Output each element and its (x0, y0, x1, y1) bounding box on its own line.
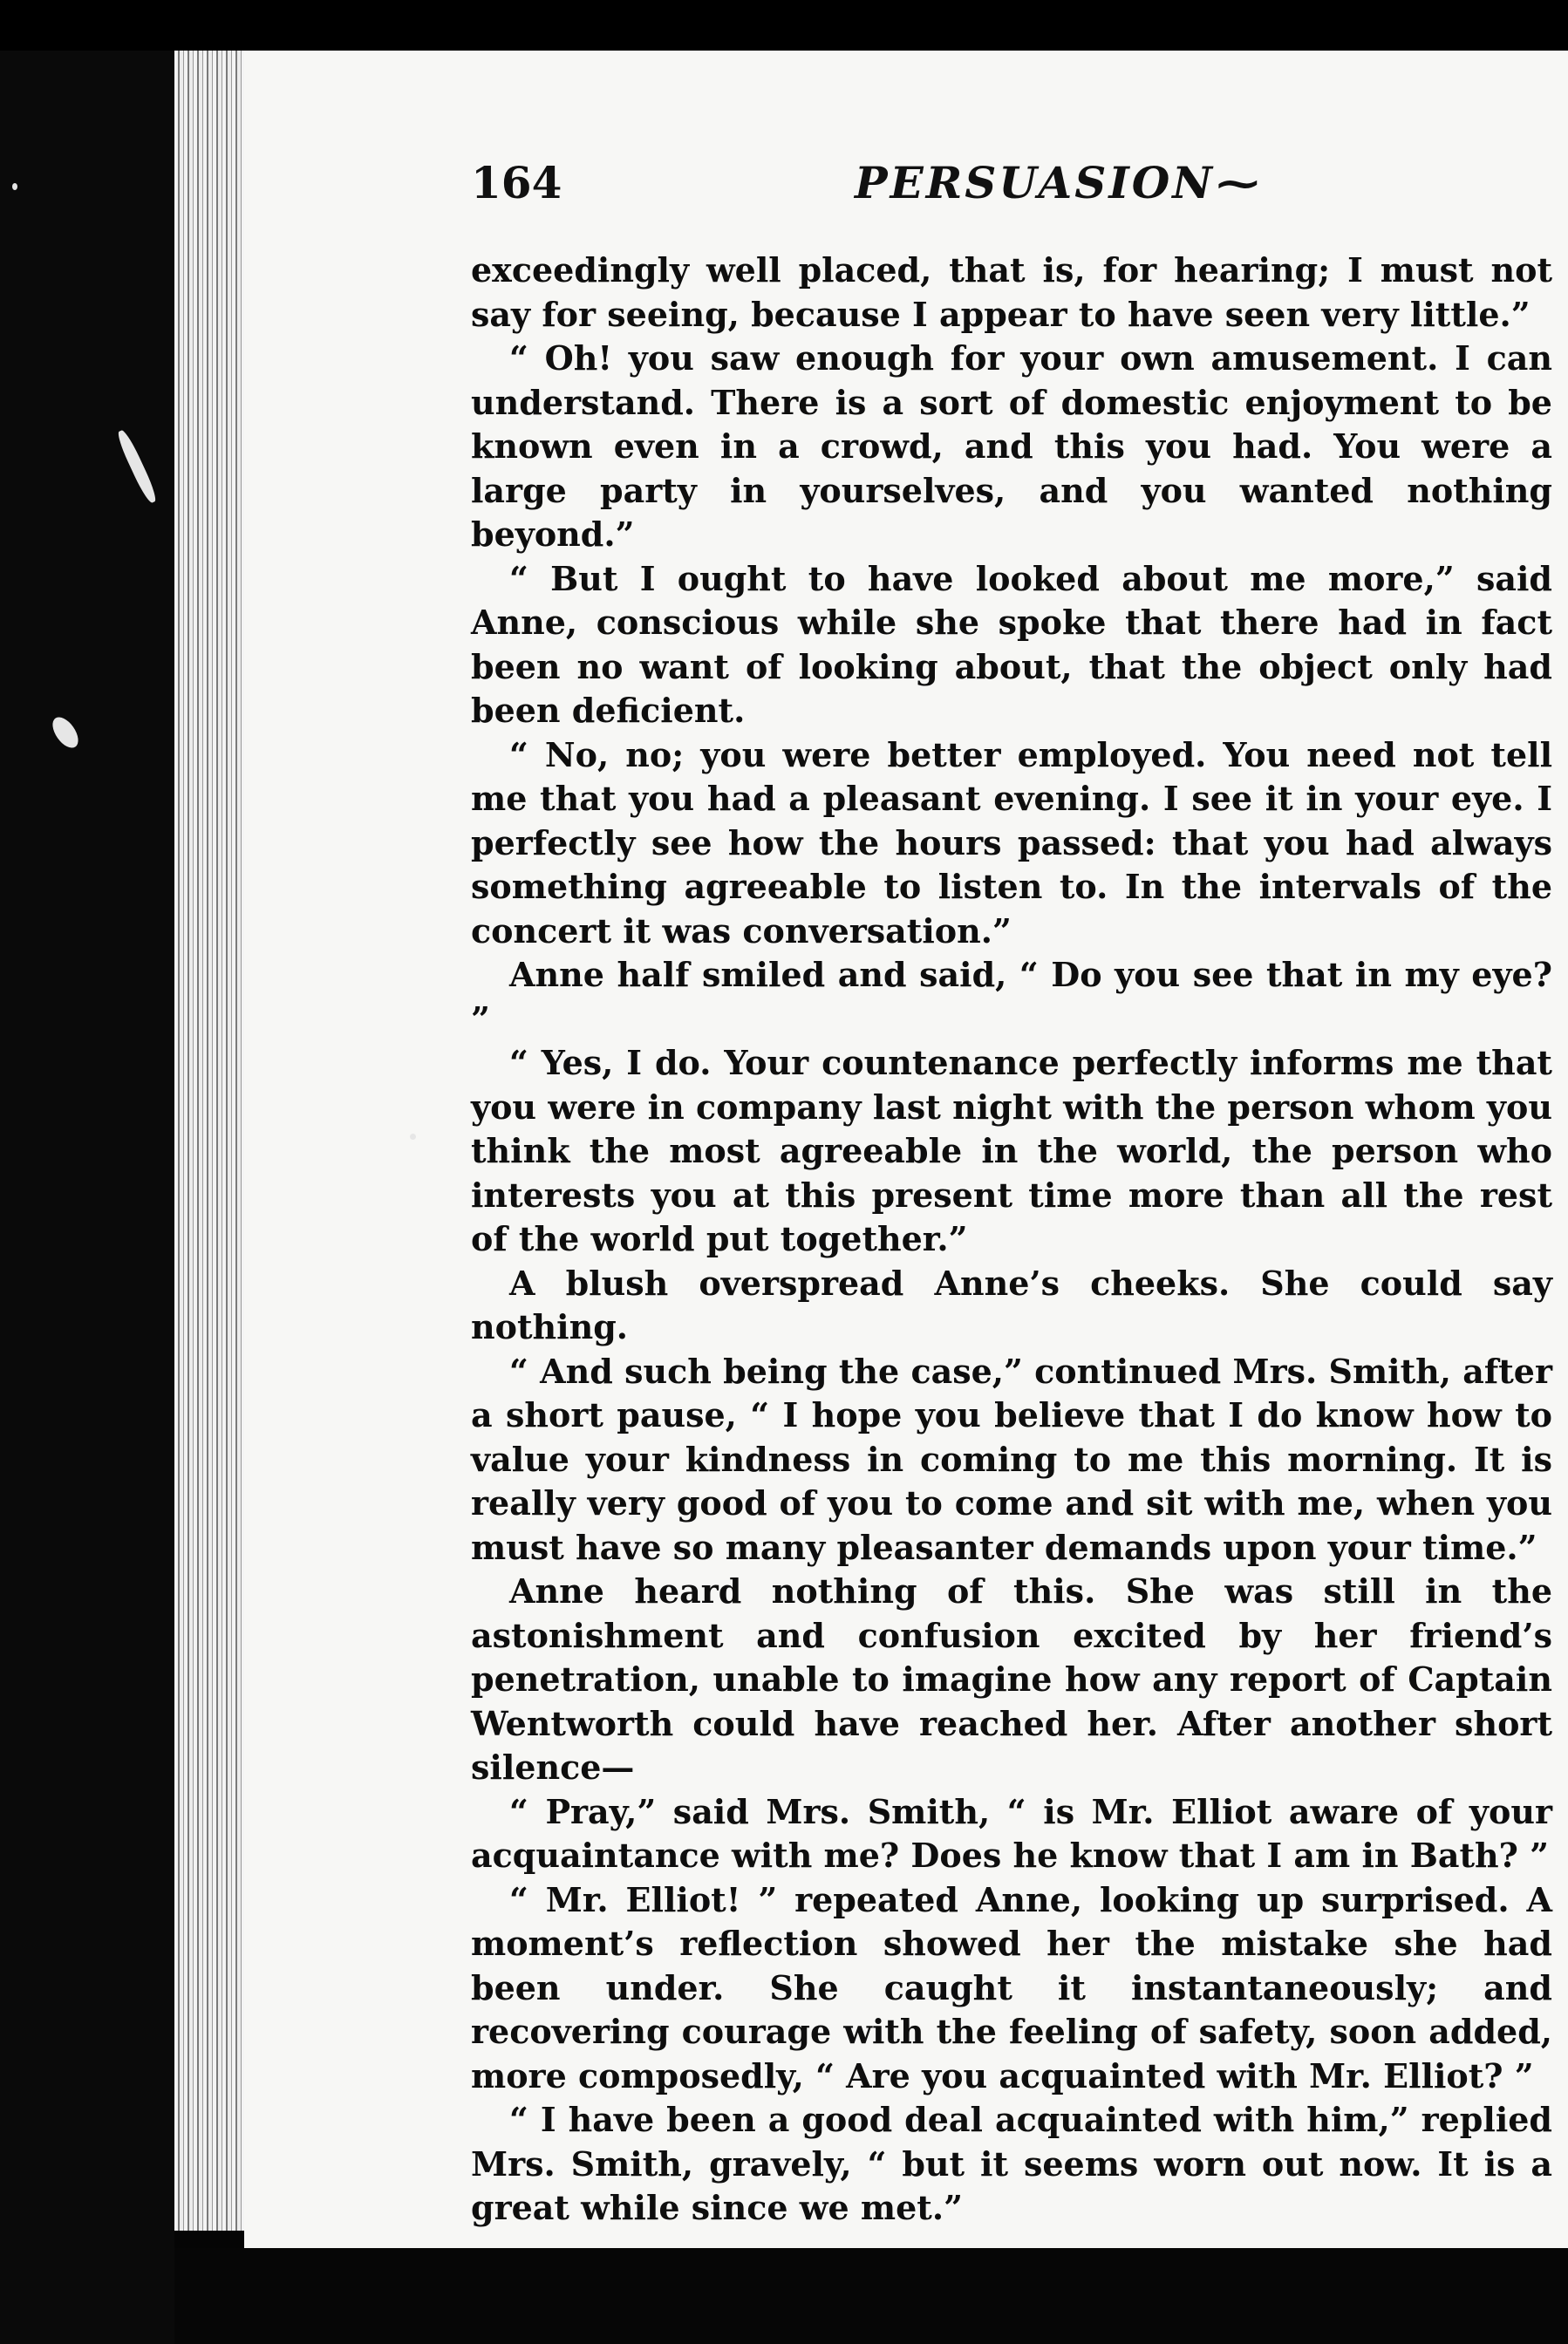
paragraph: Anne half smiled and said, “ Do you see that in my eye? ” (471, 955, 1552, 1039)
page-number: 164 (471, 157, 562, 208)
running-title (855, 157, 1267, 208)
page-edge-stack (174, 51, 244, 2231)
scan-artifact (12, 183, 17, 190)
paragraph: Anne heard nothing of this. She was still in the astonishment and confusion excited by her friend’s penetration, unable to imagine how any report of Captain Wentworth could have reached her. After another short silence— (471, 1571, 1552, 1787)
paragraph: “ Yes, I do. Your countenance perfectly informs me that you were in company last night with the person whom you think the most agreeable in the world, the person who interests you at this present time more than all the rest of the world put together.” (471, 1043, 1552, 1258)
paragraph: “ But I ought to have looked about me more,” said Anne, conscious while she spoke that there had in fact been no want of looking about, that the object only had been deficient. (471, 558, 1552, 730)
page-header (471, 157, 1273, 227)
running-title-text: PERSUASION (855, 157, 1215, 208)
scan-bottom-border (174, 2248, 1568, 2344)
title-flourish: ~ (1212, 157, 1267, 208)
scan-artifact (410, 1134, 416, 1140)
paragraph: “ Mr. Elliot! ” repeated Anne, looking up surprised. A moment’s reflection showed her the mistake she had been under. She caught it instantaneously; and recovering courage with the feeling of safety, soon added, more composedly, “ Are you acquainted with Mr. Elliot? ” (471, 1879, 1552, 2095)
paragraph: A blush overspread Anne’s cheeks. She could say nothing. (471, 1263, 1552, 1346)
body-text (471, 249, 1552, 2231)
paragraph: “ I have been a good deal acquainted with him,” replied Mrs. Smith, gravely, “ but it seems worn out now. It is a great while since we met.” (471, 2100, 1552, 2227)
paragraph: “ Pray,” said Mrs. Smith, “ is Mr. Elliot aware of your acquaintance with me? Does he know that I am in Bath? ” (471, 1791, 1552, 1875)
book-gutter (0, 51, 174, 2344)
scan-top-border (0, 0, 1568, 51)
paragraph: “ No, no; you were better employed. You need not tell me that you had a pleasant evening. I see it in your eye. I perfectly see how the hours passed: that you had always something agreeable to listen to. In the intervals of the concert it was conversation.” (471, 734, 1552, 951)
paragraph: “ And such being the case,” continued Mrs. Smith, after a short pause, “ I hope you believe that I do know how to value your kindness in coming to me this morning. It is really very good of you to come and sit with me, when you must have so many pleasanter demands upon your time.” (471, 1351, 1552, 1567)
paragraph: “ Oh! you saw enough for your own amusement. I can understand. There is a sort of domestic enjoyment to be known even in a crowd, and this you had. You were a large party in yourselves, and you wanted nothing beyond.” (471, 338, 1552, 554)
paragraph: exceedingly well placed, that is, for hearing; I must not say for seeing, because I appear to have seen very little.” (471, 250, 1552, 334)
